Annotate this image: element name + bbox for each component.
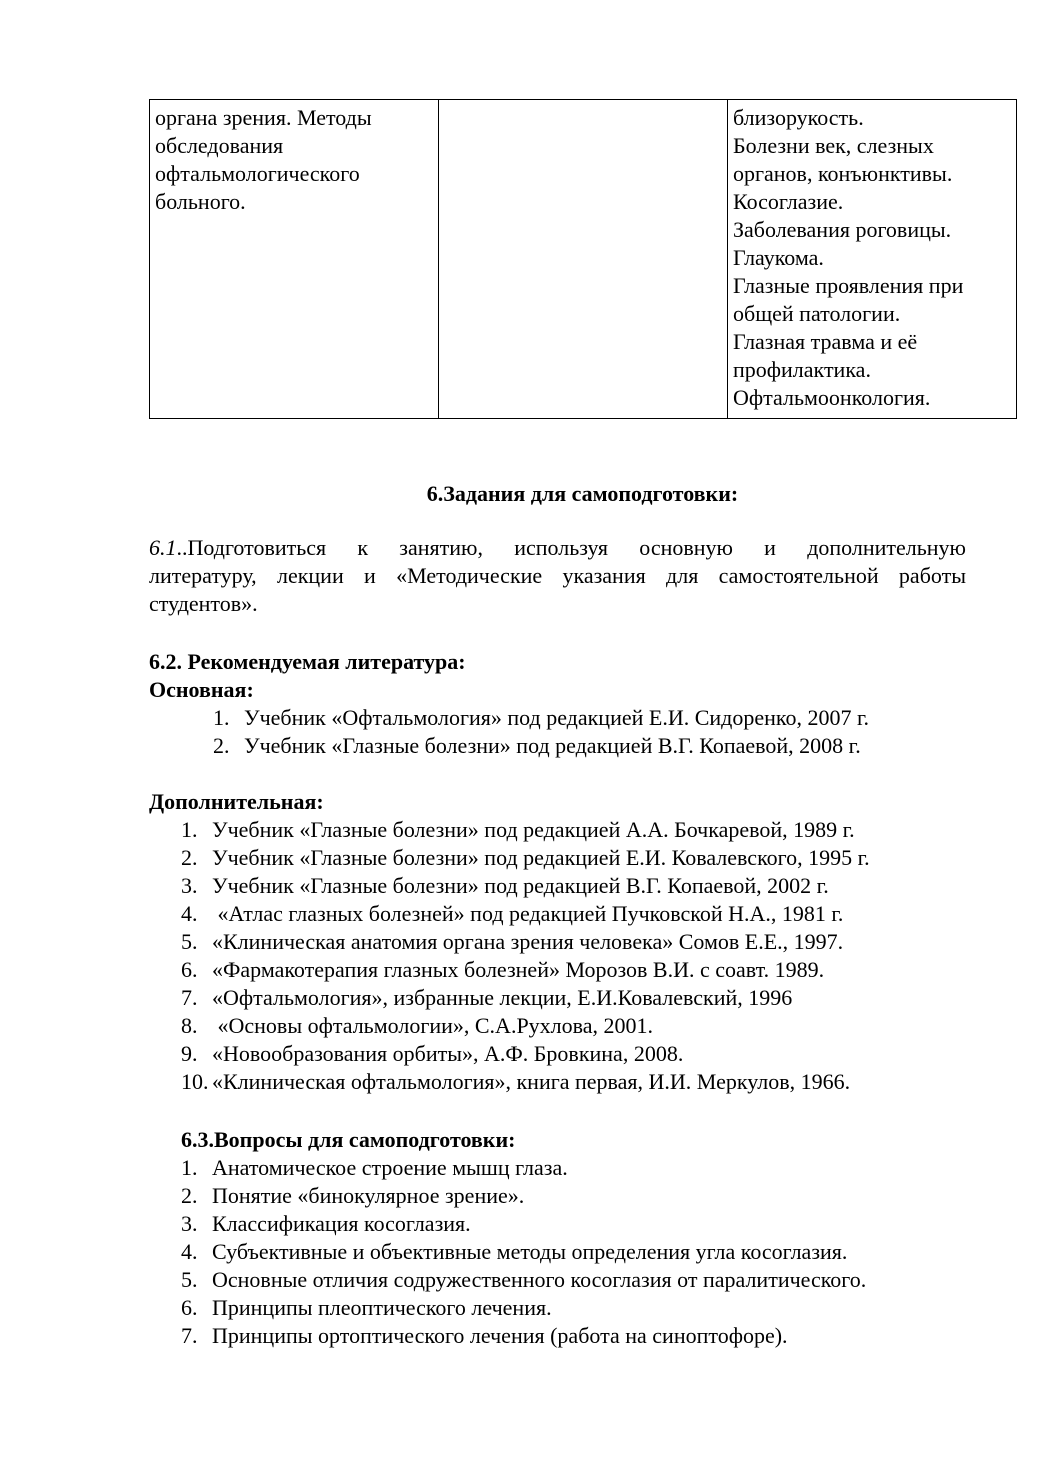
list-item-text: «Атлас глазных болезней» под редакцией Пучковской Н.А., 1981 г. — [212, 901, 844, 926]
list-item — [213, 732, 869, 760]
list-item-text: «Клиническая офтальмология», книга первая, И.И. Меркулов, 1966. — [212, 1069, 851, 1094]
cell-line: Болезни век, слезных — [733, 133, 934, 158]
cell-line: Глазная травма и её — [733, 329, 918, 354]
list-item-text: Понятие «бинокулярное зрение». — [212, 1183, 525, 1208]
extra-literature-list — [181, 816, 870, 1096]
list-item-number: 1. — [181, 817, 198, 842]
extra-literature-label: Дополнительная: — [149, 789, 324, 814]
paragraph-line — [149, 534, 966, 562]
list-item-text: «Основы офтальмологии», С.А.Рухлова, 2001. — [212, 1013, 654, 1038]
paragraph-line: литературу, лекции и «Методические указания для самостоятельной работы — [149, 563, 966, 588]
list-item-number: 4. — [181, 901, 198, 926]
list-item-number: 1. — [213, 705, 230, 730]
list-item — [181, 1294, 866, 1322]
list-item-text: Учебник «Офтальмология» под редакцией Е.И. Сидоренко, 2007 г. — [244, 705, 870, 730]
list-item — [181, 1040, 870, 1068]
paragraph-number: 6.1 — [149, 535, 177, 560]
list-item-text: «Новообразования орбиты», А.Ф. Бровкина, 2008. — [212, 1041, 684, 1066]
list-item — [181, 844, 870, 872]
list-item-number: 3. — [181, 873, 198, 898]
questions-list — [181, 1154, 866, 1350]
list-item-text: Анатомическое строение мышц глаза. — [212, 1155, 568, 1180]
paragraph-6-1 — [149, 534, 966, 618]
cell-line: Глаукома. — [733, 245, 824, 270]
cell-line: Офтальмоонкология. — [733, 385, 931, 410]
list-item-number: 2. — [181, 1183, 198, 1208]
list-item — [181, 1154, 866, 1182]
list-item — [181, 1012, 870, 1040]
list-item-text: Основные отличия содружественного косоглазия от паралитического. — [212, 1267, 867, 1292]
section-title-6: 6.Задания для самоподготовки: — [426, 481, 739, 506]
table-cell-col3 — [728, 100, 1017, 419]
table-cell-col1 — [150, 100, 439, 419]
paragraph-text: ..Подготовиться к занятию, используя основную и дополнительную — [176, 535, 966, 560]
list-item-number: 8. — [181, 1013, 198, 1038]
list-item — [181, 1068, 870, 1096]
list-item-text: «Офтальмология», избранные лекции, Е.И.Ковалевский, 1996 — [212, 985, 793, 1010]
cell-line: органа зрения. Методы — [155, 105, 372, 130]
list-item — [181, 984, 870, 1012]
list-item-text: Классификация косоглазия. — [212, 1211, 471, 1236]
section-title-6-2: 6.2. Рекомендуемая литература: — [149, 649, 466, 674]
list-item — [181, 1182, 866, 1210]
cell-line: Глазные проявления при — [733, 273, 964, 298]
cell-line: профилактика. — [733, 357, 871, 382]
cell-line: органов, конъюнктивы. — [733, 161, 953, 186]
list-item — [181, 1266, 866, 1294]
topics-table — [149, 99, 1017, 419]
cell-line: больного. — [155, 189, 246, 214]
list-item — [181, 956, 870, 984]
list-item-text: «Фармакотерапия глазных болезней» Морозов В.И. с соавт. 1989. — [212, 957, 825, 982]
list-item-number: 7. — [181, 1323, 198, 1348]
list-item-text: Учебник «Глазные болезни» под редакцией Е.И. Ковалевского, 1995 г. — [212, 845, 870, 870]
list-item — [181, 1210, 866, 1238]
list-item-number: 7. — [181, 985, 198, 1010]
list-item-text: Учебник «Глазные болезни» под редакцией В.Г. Копаевой, 2008 г. — [244, 733, 861, 758]
list-item — [181, 928, 870, 956]
list-item — [181, 816, 870, 844]
section-title-6-3: 6.3.Вопросы для самоподготовки: — [181, 1127, 516, 1152]
list-item-number: 9. — [181, 1041, 198, 1066]
cell-line: Заболевания роговицы. — [733, 217, 952, 242]
list-item-text: Учебник «Глазные болезни» под редакцией А.А. Бочкаревой, 1989 г. — [212, 817, 855, 842]
list-item-text: Принципы ортоптического лечения (работа на синоптофоре). — [212, 1323, 788, 1348]
list-item-number: 4. — [181, 1239, 198, 1264]
list-item-number: 6. — [181, 957, 198, 982]
cell-line: обследования — [155, 133, 284, 158]
cell-line: Косоглазие. — [733, 189, 844, 214]
list-item — [181, 900, 870, 928]
list-item-text: Учебник «Глазные болезни» под редакцией В.Г. Копаевой, 2002 г. — [212, 873, 829, 898]
cell-line: общей патологии. — [733, 301, 901, 326]
list-item-text: Субъективные и объективные методы определения угла косоглазия. — [212, 1239, 848, 1264]
list-item — [181, 872, 870, 900]
list-item-number: 5. — [181, 929, 198, 954]
list-item-number: 10. — [181, 1069, 209, 1094]
list-item-number: 6. — [181, 1295, 198, 1320]
list-item-text: «Клиническая анатомия органа зрения человека» Сомов Е.Е., 1997. — [212, 929, 844, 954]
list-item-number: 2. — [181, 845, 198, 870]
list-item-number: 5. — [181, 1267, 198, 1292]
list-item — [181, 1322, 866, 1350]
table-cell-col2 — [439, 100, 728, 419]
list-item-number: 1. — [181, 1155, 198, 1180]
cell-line: офтальмологического — [155, 161, 360, 186]
list-item-number: 3. — [181, 1211, 198, 1236]
main-literature-label: Основная: — [149, 677, 254, 702]
cell-line: близорукость. — [733, 105, 864, 130]
list-item — [181, 1238, 866, 1266]
list-item — [213, 704, 869, 732]
main-literature-list — [213, 704, 869, 760]
list-item-number: 2. — [213, 733, 230, 758]
table-row — [150, 100, 1017, 419]
list-item-text: Принципы плеоптического лечения. — [212, 1295, 552, 1320]
paragraph-line: студентов». — [149, 591, 258, 616]
